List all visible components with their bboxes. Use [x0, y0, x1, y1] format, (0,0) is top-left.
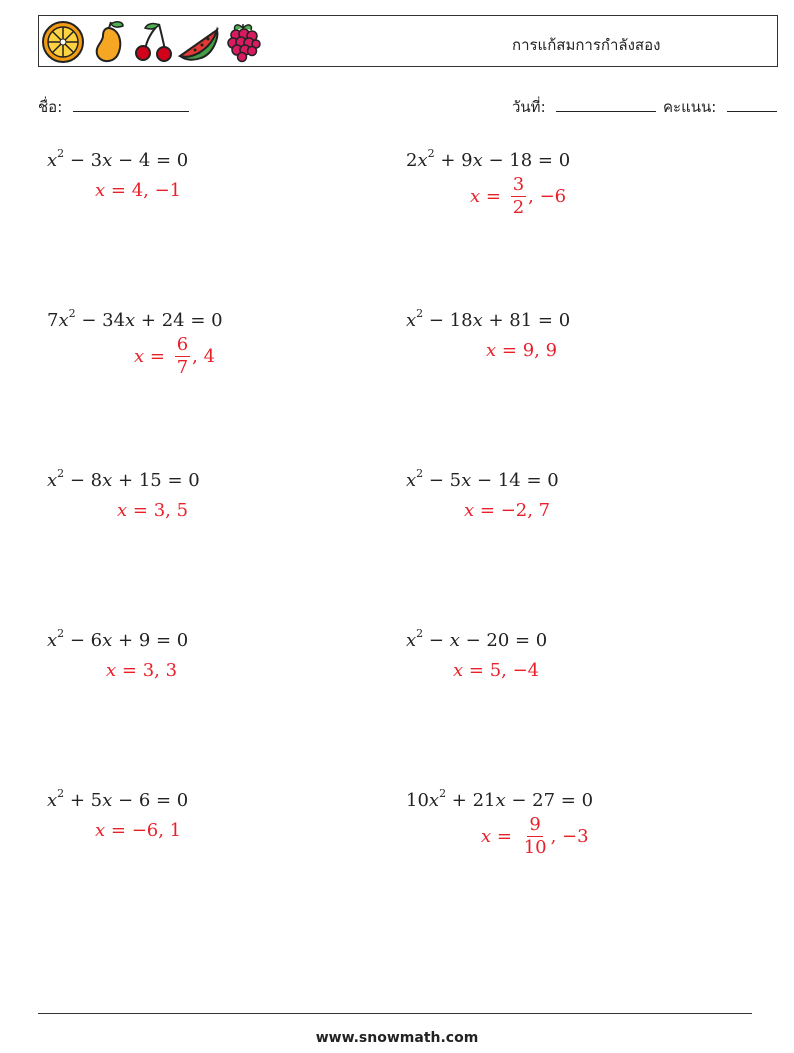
date-field[interactable]: [512, 95, 656, 119]
problem-3-answer: x = $\frac{6}{7}$ , 4: [134, 334, 216, 378]
fraction: $\frac{6}{7}$: [176, 334, 189, 378]
fraction: $\frac{3}{2}$: [512, 174, 525, 218]
problem-8-answer: x = 5 , −4: [453, 660, 540, 681]
worksheet-title: การแก้สมการกำลังสอง: [512, 36, 661, 54]
problem-6-equation: $x^2 - 5x - 14 = 0$: [406, 467, 559, 491]
cherries-icon: [131, 20, 175, 68]
problem-5-equation: $x^2 - 8x + 15 = 0$: [47, 467, 200, 491]
problem-2-equation: $2x^2 + 9x - 18 = 0$: [406, 147, 571, 171]
problem-7-equation: $x^2 - 6x + 9 = 0$: [47, 627, 189, 651]
mango-icon: [91, 20, 127, 68]
orange-slice-icon: [41, 20, 85, 68]
fraction: $\frac{9}{10}$: [523, 814, 547, 858]
score-label: คะแนน:: [663, 98, 717, 116]
header-box: [38, 15, 778, 67]
footer-divider: [38, 1013, 752, 1014]
watermelon-slice-icon: [177, 20, 221, 68]
problem-7-answer: x = 3 , 3: [106, 660, 178, 681]
problem-10-answer: x = $\frac{9}{10}$ , −3: [481, 814, 589, 858]
problem-10-equation: $10x^2 + 21x - 27 = 0$: [406, 787, 594, 811]
problem-4-answer: x = 9 , 9: [486, 340, 558, 361]
problem-9-answer: x = −6 , 1: [95, 820, 182, 841]
problem-5-answer: x = 3 , 5: [117, 500, 189, 521]
problem-8-equation: $x^2 - x - 20 = 0$: [406, 627, 548, 651]
problem-9-equation: $x^2 + 5x - 6 = 0$: [47, 787, 189, 811]
footer-url[interactable]: www.snowmath.com: [315, 1030, 479, 1046]
score-field[interactable]: [663, 95, 777, 119]
problem-3-equation: $7x^2 - 34x + 24 = 0$: [47, 307, 223, 331]
raspberry-icon: [223, 20, 263, 68]
name-field[interactable]: [38, 95, 189, 119]
problem-1-equation: $x^2 - 3x - 4 = 0$: [47, 147, 189, 171]
date-blank[interactable]: [556, 97, 656, 112]
name-blank[interactable]: [73, 97, 189, 112]
name-label: ชื่อ:: [38, 98, 63, 116]
problem-1-answer: x = 4 , −1: [95, 180, 182, 201]
problem-4-equation: $x^2 - 18x + 81 = 0$: [406, 307, 571, 331]
score-blank[interactable]: [727, 97, 777, 112]
date-label: วันที่:: [512, 98, 546, 116]
problem-2-answer: x = $\frac{3}{2}$ , −6: [470, 174, 567, 218]
problem-6-answer: x = −2 , 7: [464, 500, 551, 521]
